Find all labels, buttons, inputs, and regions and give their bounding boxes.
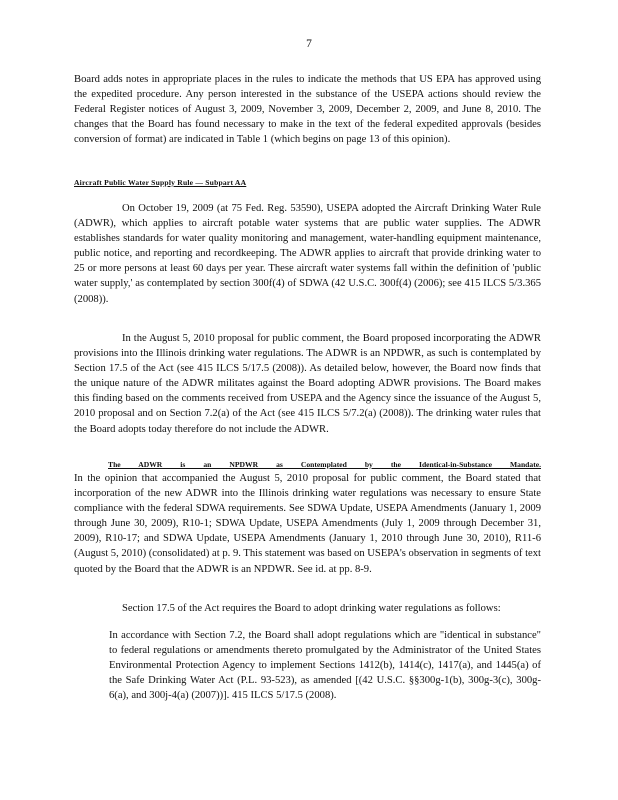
paragraph-section-17-5: Section 17.5 of the Act requires the Board to adopt drinking water regulations as follows: — [122, 603, 501, 614]
paragraph-expedited-approvals: Board adds notes in appropriate places in the rules to indicate the methods that US EPA has approved using the expedited procedure. Any person interested in the substance of the USEPA actions should review the Federal Register notices of August 3, 2009, November 3, 2009, December 2, 2009, and June 8, 2010. The changes that the Board has found necessary to make in the text of the federal expedited approvals (besides conversion of format) are indicated in Table 1 (which begins on page 13 of this opinion). — [74, 74, 541, 146]
subsection-heading-npdwr: The ADWR is an NPDWR as Contemplated by the Identical-in-Substance Mandate. — [108, 460, 541, 469]
page-number: 7 — [306, 38, 312, 50]
paragraph-adwr-adoption: On October 19, 2009 (at 75 Fed. Reg. 53590), USEPA adopted the Aircraft Drinking Water Rule (ADWR), which applies to aircraft potable water systems that are public water supplies. The ADWR establishes standards for water quality monitoring and management, water-handling equipment maintenance, public notice, and reporting and recordkeeping. The ADWR applies to aircraft that provide drinking water to 25 or more persons at least 60 days per year. These aircraft water systems fall within the definition of 'public water supply,' as contemplated by section 300f(4) of SDWA (42 U.S.C. 300f(4) (2006); see 415 ILCS 5/3.365 (2008)). — [74, 203, 541, 305]
section-heading-aircraft-rule: Aircraft Public Water Supply Rule — Subpart AA — [74, 178, 247, 187]
paragraph-opinion-statement: In the opinion that accompanied the August 5, 2010 proposal for public comment, the Board stated that incorporation of the new ADWR into the Illinois drinking water regulations was necessary to ensure State compliance with the federal SDWA requirements. See SDWA Update, USEPA Amendments (January 1, 2009 through June 30, 2009), R10-1; SDWA Update, USEPA Amendments (July 1, 2009 through December 31, 2009), R10-17; and SDWA Update, USEPA Amendments (January 1, 2010 through June 30, 2010), R11-6 (August 5, 2010) (consolidated) at p. 9. This statement was based on USEPA's observation in segments of text quoted by the Board that the ADWR is an NPDWR. See id. at pp. 8-9. — [74, 473, 541, 575]
paragraph-board-proposal: In the August 5, 2010 proposal for public comment, the Board proposed incorporating the ADWR provisions into the Illinois drinking water regulations. The ADWR is an NPDWR, as such is contemplated by Section 17.5 of the Act (see 415 ILCS 5/17.5 (2008)). As detailed below, however, the Board now finds that the unique nature of the ADWR militates against the Board adopting ADWR provisions. The Board makes this finding based on the comments received from USEPA and the Agency since the issuance of the August 5, 2010 proposal and on Section 7.2(a) of the Act (see 415 ILCS 5/7.2(a) (2008)). The drinking water rules that the Board adopts today therefore do not include the ADWR. — [74, 333, 541, 435]
block-quote-statute: In accordance with Section 7.2, the Board shall adopt regulations which are "identical in substance" to federal regulations or amendments thereto promulgated by the Administrator of the United States Environmental Protection Agency to implement Sections 1412(b), 1414(c), 1417(a), and 1445(a) of the Safe Drinking Water Act (P.L. 93-523), as amended [(42 U.S.C. §§300g-1(b), 300g-3(c), 300g-6(a), and 300j-4(a) (2007))]. 415 ILCS 5/17.5 (2008). — [109, 630, 541, 702]
